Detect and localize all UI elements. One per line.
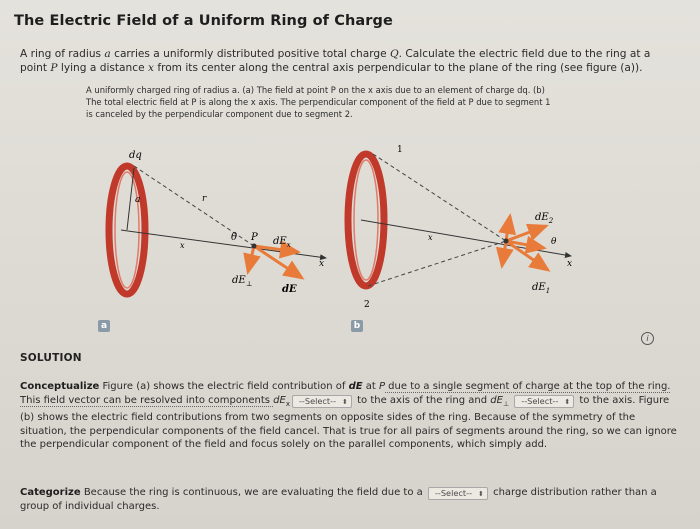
para-text: Figure (a) shows the electric field contribution of [99, 381, 349, 392]
problem-statement [20, 48, 680, 75]
var-a: a [104, 48, 111, 60]
figure-b-tag: b [351, 320, 363, 332]
label-de1: $dE_1$ [532, 282, 551, 295]
dEperp-vector-a [248, 246, 254, 272]
page-title: The Electric Field of a Uniform Ring of Charge [14, 13, 393, 29]
conceptualize-paragraph [20, 380, 682, 452]
figure-caption [86, 84, 626, 120]
label-a: a [135, 195, 141, 205]
select-dex-orientation[interactable] [292, 395, 352, 408]
label-x-dist-a: x [180, 241, 185, 250]
label-x-axis-a: x [319, 259, 325, 269]
problem-text: lying a distance [57, 61, 148, 74]
label-de: dE [282, 284, 297, 295]
label-2: 2 [364, 300, 370, 310]
figure-svg [76, 138, 616, 343]
select-arrows-icon: ⬍ [564, 397, 571, 406]
info-icon[interactable]: i [641, 332, 654, 345]
select-deperp-orientation[interactable] [514, 395, 574, 408]
label-dq: dq [129, 150, 142, 161]
select-value: --Select-- [521, 395, 559, 406]
r-line-b2 [368, 241, 506, 286]
label-theta: θ [231, 232, 238, 243]
dE2-vector-b [506, 226, 546, 241]
para-text: to the axis of the ring and [353, 394, 491, 406]
select-value: --Select-- [434, 488, 473, 498]
label-1: 1 [397, 145, 403, 155]
caption-line: A uniformly charged ring of radius a. (a) The field at point P on the x axis due to an element of charge dq. (b) [86, 85, 545, 96]
label-dex: $dE_x$ [273, 236, 291, 249]
solution-heading: SOLUTION [20, 352, 82, 364]
label-deperp: $dE_\perp$ [232, 275, 253, 288]
label-p: P [251, 232, 258, 243]
var-p: P [50, 61, 58, 74]
figure-a-tag: a [98, 320, 110, 332]
categorize-label: Categorize [20, 487, 81, 498]
para-text: to the axis. Figure (b) shows the electric field contributions from two segments on opposite sides of the ring. Because of the symmetry of the situation, the perpendicular components of the field cancel. That is true for all pairs of segments around the ring, so we can ignore the perpendicular component of the field and focus solely on the parallel components, which simply add. [20, 394, 677, 450]
var-dex: dE [273, 394, 286, 406]
ring-b-inner [354, 160, 378, 280]
var-x: x [147, 61, 154, 74]
figure-b [348, 145, 572, 310]
radius-line-a [127, 168, 134, 230]
select-value: --Select-- [298, 395, 337, 406]
label-r: r [202, 194, 207, 204]
label-theta-b: θ [551, 237, 557, 247]
sub-perp: ⊥ [502, 399, 510, 408]
point-p-b [504, 239, 509, 244]
para-text: charge distribution rather than a group of individual charges. [20, 487, 657, 512]
problem-text: from its center along the central axis perpendicular to the plane of the ring (see figure (a)). [153, 61, 643, 74]
select-distribution-type[interactable] [428, 487, 488, 500]
caption-line: is canceled by the perpendicular component due to segment 2. [86, 109, 353, 120]
perp2-vector-b [506, 216, 510, 241]
label-x-axis-b: x [567, 259, 573, 269]
label-x-dist-b: x [428, 233, 433, 242]
var-deperp: dE [490, 394, 503, 406]
ring-figure [76, 138, 616, 343]
categorize-paragraph [20, 486, 682, 514]
select-arrows-icon: ⬍ [342, 397, 348, 406]
problem-text: A ring of radius [20, 48, 105, 60]
point-p [252, 244, 257, 249]
label-de2: $dE_2$ [535, 212, 554, 225]
sub-x: x [285, 399, 290, 408]
para-text: at [362, 381, 379, 392]
conceptualize-label: Conceptualize [20, 381, 100, 392]
para-text: Because the ring is continuous, we are evaluating the field due to a [80, 487, 426, 498]
x-axis-a [121, 230, 326, 258]
r-line-b1 [373, 154, 506, 241]
select-arrows-icon: ⬍ [478, 490, 484, 498]
figure-a [109, 150, 326, 295]
caption-line: The total electric field at P is along the x axis. The perpendicular component of the field at P due to segment 1 [86, 97, 551, 108]
var-q: Q [389, 48, 399, 60]
problem-text: . Calculate the electric field due to the ring at a point [20, 48, 651, 74]
vector-dE: dE [348, 381, 363, 392]
problem-text: carries a uniformly distributed positive total charge [110, 48, 390, 60]
x-axis-b [361, 220, 571, 256]
var-p: P [378, 381, 385, 392]
para-text: due to a single segment of charge at the top of the ring. This field vector can be resolved into components [20, 381, 671, 406]
